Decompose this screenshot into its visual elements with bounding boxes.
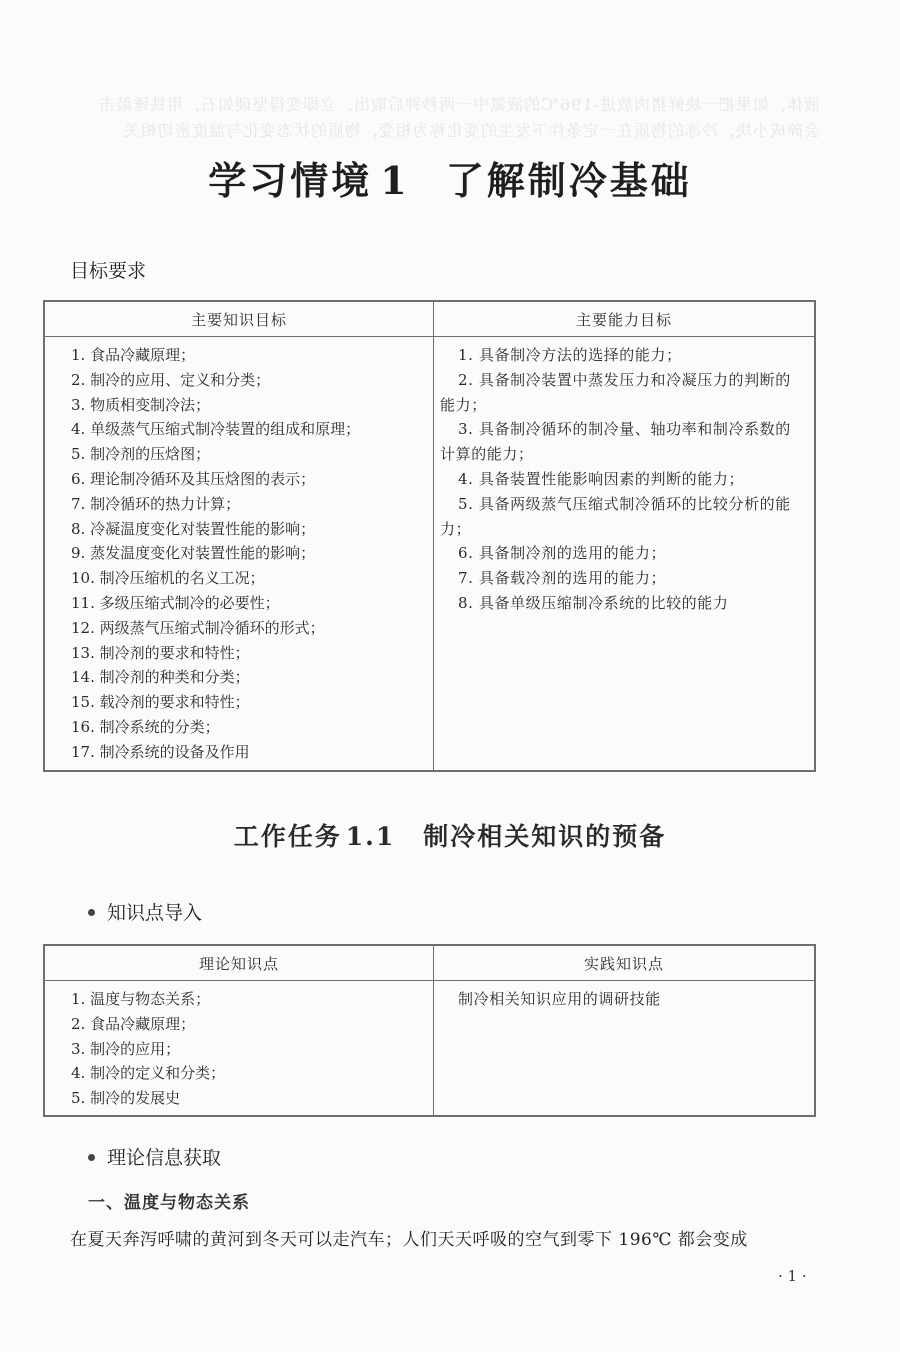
list-item: 3. 制冷的应用； [71,1039,181,1058]
list-item: 1. 食品冷藏原理； [71,346,196,364]
chapter-prefix: 学习情境 [208,158,373,203]
knowledge-intro-body-row [44,981,815,1117]
list-item: 7. 制冷循环的热力计算； [71,494,241,513]
list-item: 1. 具备制冷方法的选择的能力； [458,346,682,364]
list-item: 3. 具备制冷循环的制冷量、轴功率和制冷系数的计算的能力； [440,420,791,464]
ability-goals-header: 主要能力目标 [434,301,816,337]
body-paragraph: 在夏天奔泻呼啸的黄河到冬天可以走汽车；人们天天呼吸的空气到零下 196℃ 都会变成 [70,1230,748,1250]
objectives-table [43,300,816,772]
list-item: 12. 两级蒸气压缩式制冷循环的形式； [71,618,325,637]
task-number: 1.1 [345,822,396,851]
task-prefix: 工作任务 [233,822,342,851]
theory-header: 理论知识点 [44,945,434,981]
list-item: 5. 具备两级蒸气压缩式制冷循环的比较分析的能力； [440,494,791,538]
chapter-title [0,150,900,205]
list-item: 10. 制冷压缩机的名义工况； [71,569,265,588]
list-item: 15. 载冷剂的要求和特性； [71,693,250,712]
list-item: 5. 制冷剂的压焓图； [71,445,211,464]
knowledge-intro-header-row [44,945,815,981]
section-heading: 一、温度与物态关系 [88,1193,250,1213]
list-item: 6. 具备制冷剂的选用的能力； [458,544,667,563]
list-item: 4. 制冷的定义和分类； [71,1064,226,1083]
list-item: 5. 制冷的发展史 [71,1089,181,1108]
list-item: 2. 具备制冷装置中蒸发压力和冷凝压力的判断的能力； [440,370,791,414]
list-item: 11. 多级压缩式制冷的必要性； [71,593,280,612]
ability-goals-cell [434,337,816,772]
list-item: 13. 制冷剂的要求和特性； [71,643,250,662]
theory-cell [44,981,434,1117]
objectives-body-row [44,337,815,772]
show-through-text: 液体，如果把一块鲜猪肉放进-196℃的液氮中一两秒钟后取出，立即变得坚硬如石，用铁锤敲击 [98,95,820,114]
show-through-text: 会碎成小块，冷冻的物质在一定条件下发生的变化称为相变，物质的状态变化与温度密切相关 [122,121,820,140]
chapter-name: 了解制冷基础 [445,158,692,203]
list-item: 14. 制冷剂的种类和分类； [71,668,250,687]
list-item: 7. 具备载冷剂的选用的能力； [458,569,667,588]
bullet-icon [88,909,95,916]
knowledge-intro-text: 知识点导入 [107,902,203,924]
practice-header: 实践知识点 [434,945,816,981]
list-item: 8. 具备单级压缩制冷系统的比较的能力 [458,593,729,612]
theory-info-text: 理论信息获取 [107,1147,222,1169]
theory-info-label [70,1143,221,1170]
page-number: · 1 · [778,1267,807,1285]
list-item: 4. 单级蒸气压缩式制冷装置的组成和原理； [71,420,361,439]
chapter-number: 1 [380,158,410,203]
list-item: 3. 物质相变制冷法； [71,395,211,414]
knowledge-goals-header: 主要知识目标 [44,301,434,337]
objectives-header-row [44,301,815,337]
list-item: 4. 具备装置性能影响因素的判断的能力； [458,469,745,488]
knowledge-intro-label [70,898,202,925]
list-item: 1. 温度与物态关系； [71,990,211,1008]
list-item: 17. 制冷系统的设备及作用 [71,742,250,761]
list-item: 2. 制冷的应用、定义和分类； [71,370,271,389]
list-item: 6. 理论制冷循环及其压焓图的表示； [71,469,316,488]
task-title [0,817,900,853]
list-item: 16. 制冷系统的分类； [71,717,220,736]
objectives-label: 目标要求 [70,260,147,282]
knowledge-goals-cell [44,337,434,772]
bullet-icon [88,1154,95,1161]
practice-cell [434,981,816,1117]
list-item: 8. 冷凝温度变化对装置性能的影响； [71,519,316,538]
list-item: 9. 蒸发温度变化对装置性能的影响； [71,544,316,563]
list-item: 2. 食品冷藏原理； [71,1014,196,1033]
task-name: 制冷相关知识的预备 [423,822,667,851]
knowledge-intro-table [43,944,816,1117]
list-item: 制冷相关知识应用的调研技能 [458,990,661,1008]
